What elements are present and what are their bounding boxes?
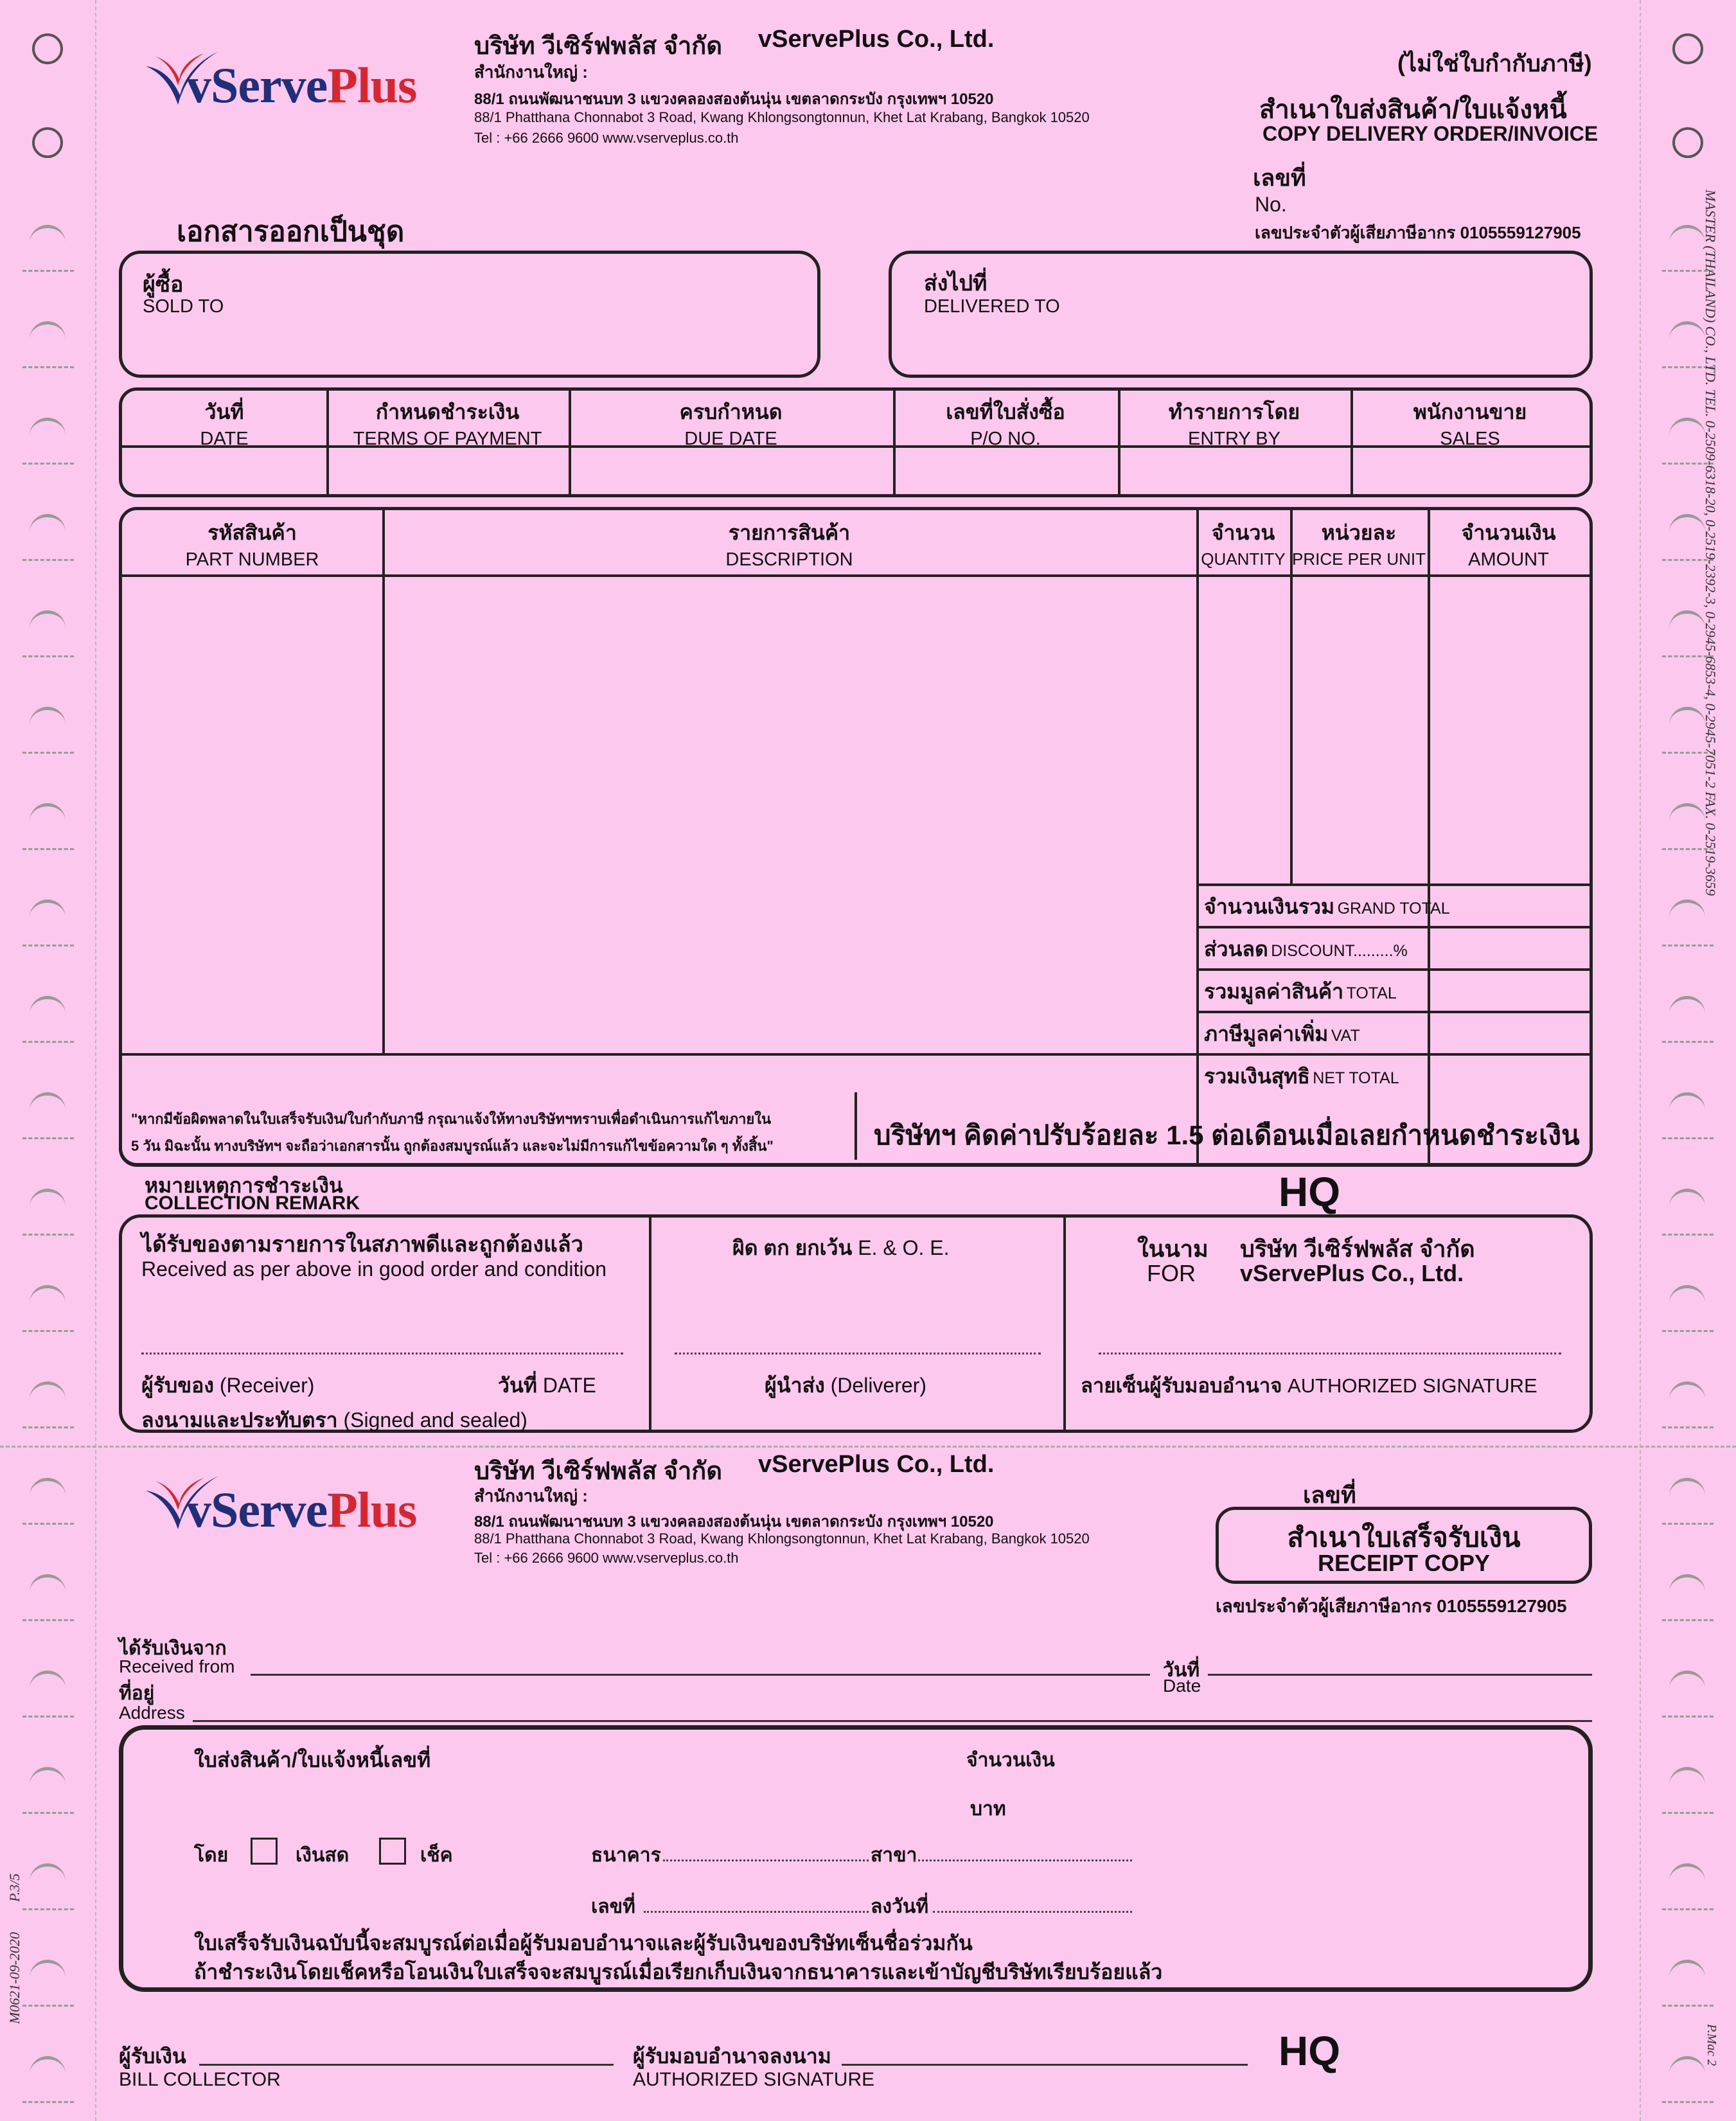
right-tractor-strip [1640,0,1736,2121]
perforation-tick [1662,1523,1714,1525]
branch-field[interactable] [914,1859,1132,1861]
baht-label: บาท [970,1798,1006,1820]
perforation-tick [22,1137,74,1139]
perforation-tick [1662,1908,1714,1910]
perforation-tick [1662,1234,1714,1236]
item-header-price: หน่วยละ PRICE PER UNIT [1291,521,1426,569]
not-tax-invoice: (ไม่ใช่ใบกำกับภาษี) [1397,50,1592,76]
perforation-tick [22,848,74,850]
penalty-note: บริษัทฯ คิดค่าปรับร้อยละ 1.5 ต่อเดือนเมื่อเลยกำหนดชำระเงิน [874,1120,1580,1150]
receipt-tax-id: เลขประจำตัวผู้เสียภาษีอากร 0105559127905 [1216,1596,1567,1616]
receipt-date-th: วันที่ [1163,1660,1200,1681]
perforation-line [0,1446,1736,1448]
registration-mark [1672,127,1703,158]
perforation-tick [22,1619,74,1621]
address-line[interactable] [193,1720,1592,1722]
perforation-tick [1662,1041,1714,1043]
registration-mark [32,33,63,64]
items-table [119,507,1593,1167]
dated-label: ลงวันที่ [871,1896,929,1917]
bank-field[interactable] [663,1859,869,1861]
perforation-tick [22,1812,74,1814]
address-en: Address [119,1703,185,1723]
invoice-no-en: No. [1255,193,1287,216]
signed-sealed-label: ลงนามและประทับตรา (Signed and sealed) [141,1408,527,1432]
receipt-note-line1: ใบเสร็จรับเงินฉบับนี้จะสมบูรณ์ต่อเมื่อผู้รับมอบอำนาจและผู้รับเงินของบริษัทเซ็นชื่อร่วมกัน [194,1931,973,1955]
received-from-th: ได้รับเงินจาก [119,1638,227,1659]
registration-mark [32,127,63,158]
dated-field[interactable] [933,1911,1132,1913]
info-header-entry-by: ทำรายการโดย ENTRY BY [1168,400,1300,449]
receipt-title-th: สำเนาใบเสร็จรับเงิน [1287,1522,1521,1552]
delivered-to-label-en: DELIVERED TO [924,296,1060,317]
pmac-code: P.Mac 2 [1705,2024,1719,2066]
perforation-tick [22,2101,74,2103]
perforation-tick [22,752,74,754]
cash-checkbox[interactable] [251,1838,278,1865]
company-name-th: บริษัท วีเซิร์ฟพลัส จำกัด [474,33,722,60]
perforation-tick [22,1234,74,1236]
branch-label: สาขา [871,1845,917,1866]
perforation-tick [22,655,74,657]
company-contact: Tel : +66 2666 9600 www.vserveplus.co.th [474,130,739,146]
receipt-note-line2: ถ้าชำระเงินโดยเช็คหรือโอนเงินใบเสร็จจะสมบูรณ์เมื่อเรียกเก็บเงินจากธนาคารและเข้าบัญชีบริษัทเรียบร้อยแล้ว [194,1960,1163,1983]
received-condition-en: Received as per above in good order and condition [141,1257,607,1281]
item-header-description: รายการสินค้า DESCRIPTION [725,521,853,570]
error-note-line1: "หากมีข้อผิดพลาดในใบเสร็จรับเงิน/ใบกำกับภาษี กรุณาแจ้งให้ทางบริษัทฯทราบเพื่อดำเนินการแก้ไขภายใน [131,1111,772,1127]
for-label-th: ในนาม [1137,1236,1209,1262]
hq-label: สำนักงานใหญ่ : [474,62,588,82]
item-header-amount: จำนวนเงิน AMOUNT [1461,521,1556,570]
payment-details-box [119,1725,1593,1992]
receipt-auth-th: ผู้รับมอบอำนาจลงนาม [633,2045,831,2068]
bill-collector-th: ผู้รับเงิน [119,2045,186,2068]
perforation-tick [1662,1812,1714,1814]
sold-to-label-th: ผู้ซื้อ [143,272,184,297]
perforation-tick [22,1330,74,1332]
cheque-no-field[interactable] [644,1911,869,1913]
cheque-no-label: เลขที่ [591,1896,635,1917]
total-grand: จำนวนเงินรวม GRAND TOTAL [1204,895,1450,918]
sold-to-box[interactable] [119,251,820,378]
signature-block [119,1214,1593,1433]
invoice-no-ref: ใบส่งสินค้า/ใบแจ้งหนี้เลขที่ [194,1748,431,1771]
receiver-label: ผู้รับของ (Receiver) [141,1374,315,1397]
tax-id: เลขประจำตัวผู้เสียภาษีอากร 0105559127905 [1255,223,1581,242]
company-name-th: บริษัท วีเซิร์ฟพลัส จำกัด [474,1458,722,1485]
invoice-title-en: COPY DELIVERY ORDER/INVOICE [1262,122,1599,145]
collection-remark-en: COLLECTION REMARK [145,1193,360,1214]
perforation-tick [22,366,74,368]
cash-label: เงินสด [296,1845,350,1866]
cheque-checkbox[interactable] [379,1838,406,1865]
company-name-en: vServePlus Co., Ltd. [758,1451,995,1478]
received-from-line[interactable] [251,1674,1150,1676]
perforation-tick [22,463,74,465]
for-company-th: บริษัท วีเซิร์ฟพลัส จำกัด [1240,1236,1475,1262]
info-header-po-no: เลขที่ใบสั่งซื้อ P/O NO. [946,400,1065,449]
perforation-tick [1662,945,1714,946]
deliverer-label: ผู้นำส่ง (Deliverer) [765,1374,926,1397]
company-address-th: 88/1 ถนนพัฒนาชนบท 3 แขวงคลองสองต้นนุ่น เขตลาดกระบัง กรุงเทพฯ 10520 [474,1513,994,1531]
receive-date-label: วันที่ DATE [498,1374,596,1397]
total-discount: ส่วนลด DISCOUNT.........% [1204,937,1408,961]
total-vat: ภาษีมูลค่าเพิ่ม VAT [1204,1022,1360,1045]
hq-label-invoice: HQ [1279,1169,1340,1215]
receipt-title-box [1216,1507,1592,1584]
received-from-en: Received from [119,1656,235,1676]
bank-label: ธนาคาร [591,1845,661,1866]
perforation-tick [22,1426,74,1428]
received-condition-th: ได้รับของตามรายการในสภาพดีและถูกต้องแล้ว [141,1232,583,1257]
perforation-tick [22,2005,74,2007]
company-address-en: 88/1 Phatthana Chonnabot 3 Road, Kwang Khlongsongtonnun, Khet Lat Krabang, Bangkok 10520 [474,1531,1090,1547]
info-header-date: วันที่ DATE [200,400,249,449]
perforation-tick [22,1041,74,1043]
perforation-tick [22,1908,74,1910]
info-header-terms: กำหนดชำระเงิน TERMS OF PAYMENT [353,400,542,449]
hq-label: สำนักงานใหญ่ : [474,1486,588,1505]
hq-label-receipt: HQ [1279,2028,1340,2074]
address-th: ที่อยู่ [119,1683,155,1704]
receipt-auth-en: AUTHORIZED SIGNATURE [633,2069,875,2090]
perforation-tick [22,1523,74,1525]
error-note-line2: 5 วัน มิฉะนั้น ทางบริษัทฯ จะถือว่าเอกสารนั้น ถูกต้องสมบูรณ์แล้ว และจะไม่มีการแก้ไขข้อความใด ๆ ทั้งสิ้น" [131,1138,774,1154]
company-name-en: vServePlus Co., Ltd. [758,26,995,53]
for-company-en: vServePlus Co., Ltd. [1240,1260,1464,1286]
receipt-title-en: RECEIPT COPY [1317,1550,1491,1576]
perforation-tick [1662,1426,1714,1428]
company-contact: Tel : +66 2666 9600 www.vserveplus.co.th [474,1550,739,1566]
item-header-quantity: จำนวน QUANTITY [1201,521,1286,569]
receipt-no-label: เลขที่ [1303,1482,1356,1508]
collection-remark-th: หมายเหตุการชำระเงิน [145,1174,343,1197]
perforation-tick [1662,1330,1714,1332]
notes-row [119,1092,1593,1166]
receipt-date-line[interactable] [1208,1674,1592,1676]
invoice-no-th: เลขที่ [1253,164,1306,191]
company-logo: vServePlus [186,1482,417,1538]
amount-label: จำนวนเงิน [966,1750,1055,1771]
perforation-tick [22,1716,74,1717]
perforation-tick [22,945,74,946]
perforation-tick [1662,2005,1714,2007]
perforation-tick [1662,1137,1714,1139]
company-address-th: 88/1 ถนนพัฒนาชนบท 3 แขวงคลองสองต้นนุ่น เขตลาดกระบัง กรุงเทพฯ 10520 [474,91,994,108]
item-header-part-number: รหัสสินค้า PART NUMBER [185,521,319,570]
info-header-due-date: ครบกำหนด DUE DATE [679,400,783,449]
perforation-tick [1662,2101,1714,2103]
order-info-table [119,387,1593,497]
perforation-tick [1662,1619,1714,1621]
receipt-auth-line[interactable] [842,2064,1248,2066]
for-label-en: FOR [1147,1260,1196,1286]
delivered-to-box[interactable] [889,251,1593,378]
invoice-title-th: สำเนาใบส่งสินค้า/ใบแจ้งหนี้ [1259,96,1567,124]
form-code: M0621-09-2020 [6,1932,22,2024]
bill-collector-line[interactable] [199,2064,614,2066]
by-label: โดย [194,1845,229,1866]
perforation-tick [22,559,74,561]
registration-mark [1672,33,1703,64]
delivered-to-label-th: ส่งไปที่ [924,271,988,296]
perforation-tick [1662,1716,1714,1717]
cheque-label: เช็ค [420,1845,453,1866]
doc-set-label: เอกสารออกเป็นชุด [177,216,405,247]
page-indicator: P.3/5 [6,1873,22,1902]
receipt-date-en: Date [1163,1676,1201,1696]
company-logo: vServePlus [186,57,417,113]
left-tractor-strip [0,0,96,2121]
sold-to-label-en: SOLD TO [143,296,224,317]
info-header-sales: พนักงานขาย SALES [1413,400,1527,449]
company-address-en: 88/1 Phatthana Chonnabot 3 Road, Kwang Khlongsongtonnun, Khet Lat Krabang, Bangkok 10520 [474,109,1090,125]
perforation-tick [22,270,74,272]
bill-collector-en: BILL COLLECTOR [119,2069,281,2090]
total-subtotal: รวมมูลค่าสินค้า TOTAL [1204,980,1397,1003]
printer-info: MASTER (THAILAND) CO., LTD. TEL. 0-2509-6318-20, 0-2519-2392-3, 0-2945-6853-4, 0-2945-7051-2 FAX. 0-2519-3659 [1703,190,1719,896]
total-net: รวมเงินสุทธิ NET TOTAL [1204,1065,1399,1088]
authorized-signature-label: ลายเซ็นผู้รับมอบอำนาจ AUTHORIZED SIGNATURE [1081,1374,1537,1397]
eoe-label: ผิด ตก ยกเว้น E. & O. E. [732,1236,950,1259]
